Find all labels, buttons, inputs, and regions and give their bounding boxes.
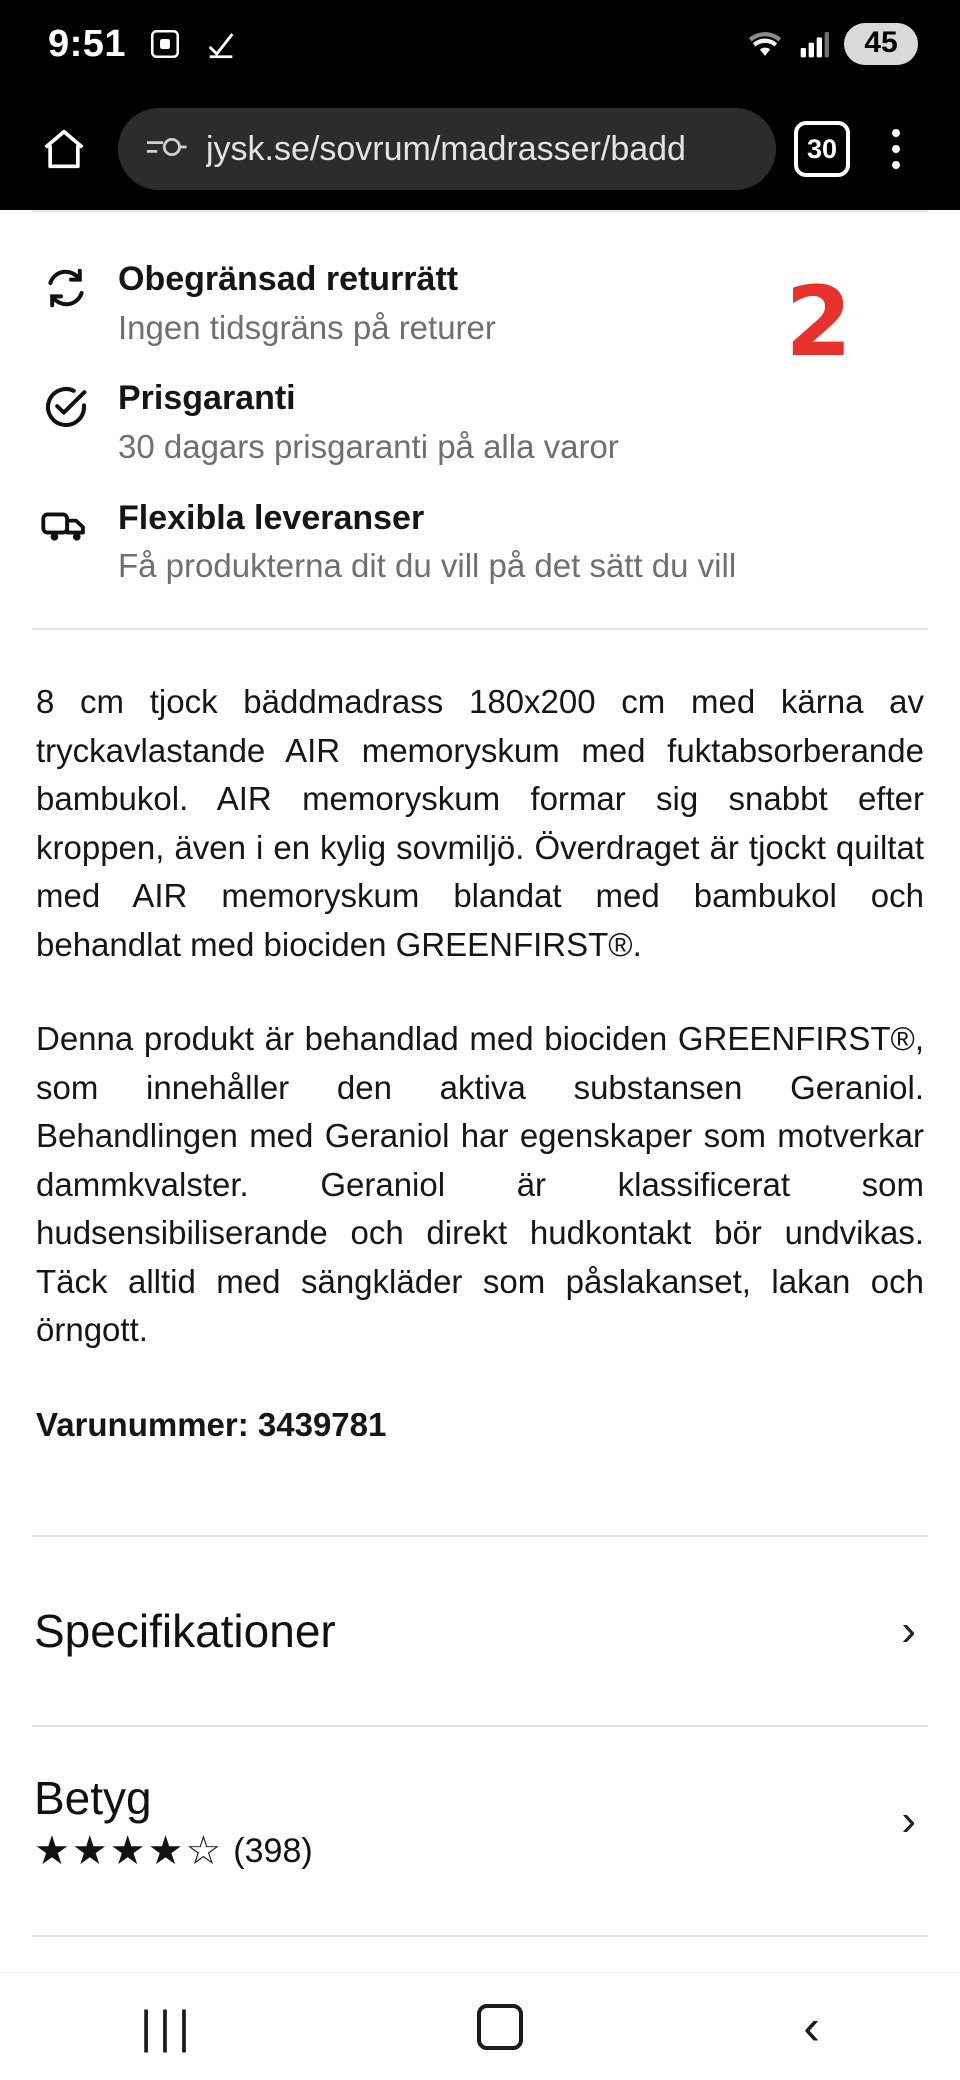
status-bar-left	[48, 23, 238, 66]
divider-after-rating	[32, 1935, 928, 1937]
usp-subtitle: Få produkterna dit du vill på det sätt du vill	[118, 547, 737, 585]
usp-item-price-guarantee	[0, 377, 960, 468]
chevron-right-icon[interactable]: ›	[901, 1796, 916, 1846]
rating-row	[34, 1829, 313, 1874]
home-square-icon[interactable]	[477, 2004, 523, 2050]
product-description	[0, 630, 960, 1449]
status-clock: 9:51	[48, 22, 127, 65]
usp-title: Prisgaranti	[118, 379, 296, 418]
usp-item-delivery	[0, 497, 960, 588]
description-paragraph-1: 8 cm tjock bäddmadrass 180x200 cm med kärna av tryckavlastande AIR memoryskum med fuktabsorberande bambukol. AIR memoryskum formar sig snabbt efter kroppen, även i en kylig sovmiljö. Överdraget är tjockt quiltat med AIR memoryskum blandat med bambukol och behandlat med biociden GREENFIRST®.	[36, 683, 924, 963]
back-icon[interactable]: ‹	[803, 1998, 820, 2055]
site-permissions-icon[interactable]	[144, 132, 188, 167]
return-arrows-icon	[40, 258, 92, 312]
wifi-icon	[746, 28, 784, 60]
status-bar-right	[746, 23, 918, 66]
section-title: Specifikationer	[34, 1605, 336, 1658]
chevron-right-icon[interactable]: ›	[901, 1606, 916, 1656]
url-text: jysk.se/sovrum/madrasser/badd	[206, 129, 686, 168]
home-icon[interactable]	[28, 113, 100, 185]
section-betyg[interactable]	[0, 1727, 960, 1915]
annotation-marker: 2	[785, 266, 852, 378]
url-bar[interactable]	[118, 108, 776, 190]
status-bar	[0, 0, 960, 88]
rating-stars: ★★★★☆	[34, 1829, 224, 1874]
section-title: Betyg	[34, 1772, 152, 1825]
browser-toolbar	[0, 88, 960, 210]
usp-title: Flexibla leveranser	[118, 498, 425, 537]
delivery-truck-icon	[40, 497, 92, 549]
item-number: Varunummer: 3439781	[36, 1405, 387, 1443]
screenshot-icon	[148, 27, 182, 61]
section-specifikationer[interactable]	[0, 1537, 960, 1725]
rating-block	[34, 1771, 313, 1874]
rating-count: (398)	[233, 1831, 313, 1870]
usp-subtitle: Ingen tidsgräns på returer	[118, 308, 496, 346]
check-circle-icon	[40, 377, 92, 431]
system-navigation-bar	[0, 1972, 960, 2080]
download-complete-icon	[204, 27, 238, 61]
more-options-icon[interactable]	[868, 117, 924, 181]
signal-icon	[798, 28, 830, 60]
usp-title: Obegränsad returrätt	[118, 260, 459, 298]
battery-indicator: 45	[844, 23, 918, 66]
description-paragraph-2: Denna produkt är behandlad med biociden GREENFIRST®, som innehåller den aktiva substansen Geraniol. Behandlingen med Geraniol har egenskaper som motverkar dammkvalster. Geraniol är klassificerat som hudsensibiliserande och direkt hudkontakt bör undvikas. Täck alltid med sängkläder som påslakanset, lakan och örngott.	[36, 1020, 924, 1349]
usp-list	[0, 212, 960, 588]
page-content	[0, 210, 960, 2080]
recents-icon[interactable]: |||	[140, 2000, 197, 2053]
tab-switcher-button[interactable]: 30	[794, 121, 850, 177]
usp-subtitle: 30 dagars prisgaranti på alla varor	[118, 427, 619, 465]
